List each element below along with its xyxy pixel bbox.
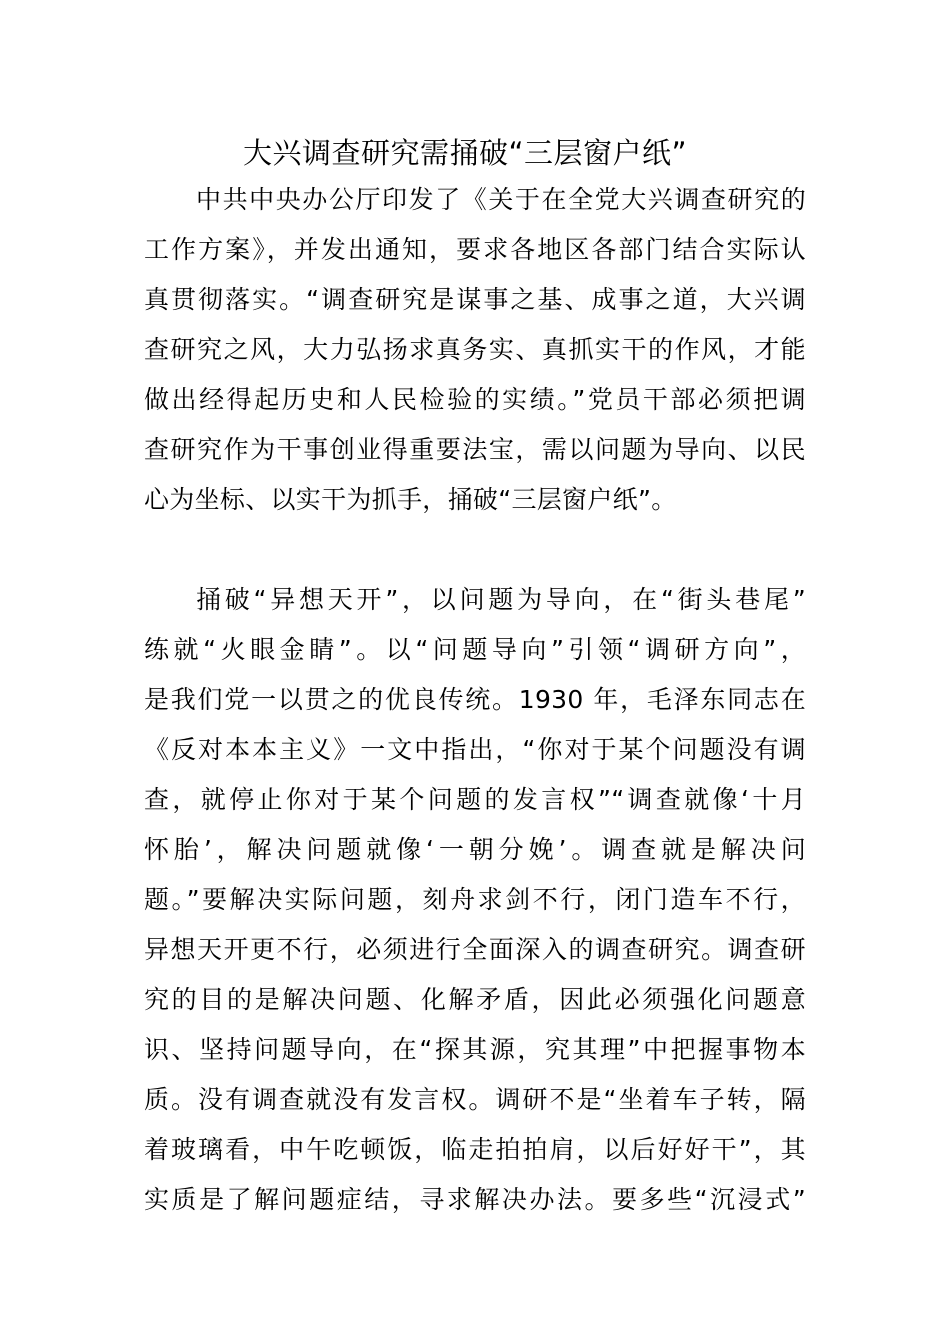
body-line: 查，就停止你对于某个问题的发言权”“调查就像‘十月 — [144, 785, 806, 814]
body-line: 怀胎’，解决问题就像‘一朝分娩’。调查就是解决问 — [144, 835, 806, 864]
body-line: 练就“火眼金睛”。以“问题导向”引领“调研方向”， — [144, 635, 806, 664]
body-line: 《反对本本主义》一文中指出，“你对于某个问题没有调 — [144, 735, 806, 764]
body-line: 工作方案》，并发出通知，要求各地区各部门结合实际认 — [144, 235, 806, 264]
body-line: 异想天开更不行，必须进行全面深入的调查研究。调查研 — [144, 935, 806, 964]
body-line: 心为坐标、以实干为抓手，捅破“三层窗户纸”。 — [144, 485, 677, 514]
body-line: 题。”要解决实际问题，刻舟求剑不行，闭门造车不行， — [144, 885, 806, 914]
body-line: 是我们党一以贯之的优良传统。1930 年，毛泽东同志在 — [144, 685, 806, 714]
body-line: 捅破“异想天开”，以问题为导向，在“街头巷尾” — [196, 585, 806, 614]
body-line: 做出经得起历史和人民检验的实绩。”党员干部必须把调 — [144, 385, 806, 414]
document-title: 大兴调查研究需捅破“三层窗户纸” — [242, 136, 688, 170]
body-line: 识、坚持问题导向，在“探其源，究其理”中把握事物本 — [144, 1035, 806, 1064]
body-line: 究的目的是解决问题、化解矛盾，因此必须强化问题意 — [144, 985, 806, 1014]
body-line: 质。没有调查就没有发言权。调研不是“坐着车子转，隔 — [144, 1085, 806, 1114]
body-line: 查研究作为干事创业得重要法宝，需以问题为导向、以民 — [144, 435, 806, 464]
paragraph-gap — [144, 525, 814, 575]
body-line: 查研究之风，大力弘扬求真务实、真抓实干的作风，才能 — [144, 335, 806, 364]
body-line: 真贯彻落实。“调查研究是谋事之基、成事之道，大兴调 — [144, 285, 806, 314]
body-line: 着玻璃看，中午吃顿饭，临走拍拍肩，以后好好干”，其 — [144, 1135, 806, 1164]
body-line: 实质是了解问题症结，寻求解决办法。要多些“沉浸式” — [144, 1185, 806, 1214]
body-line: 中共中央办公厅印发了《关于在全党大兴调查研究的 — [196, 185, 806, 214]
document-body — [144, 175, 814, 1225]
